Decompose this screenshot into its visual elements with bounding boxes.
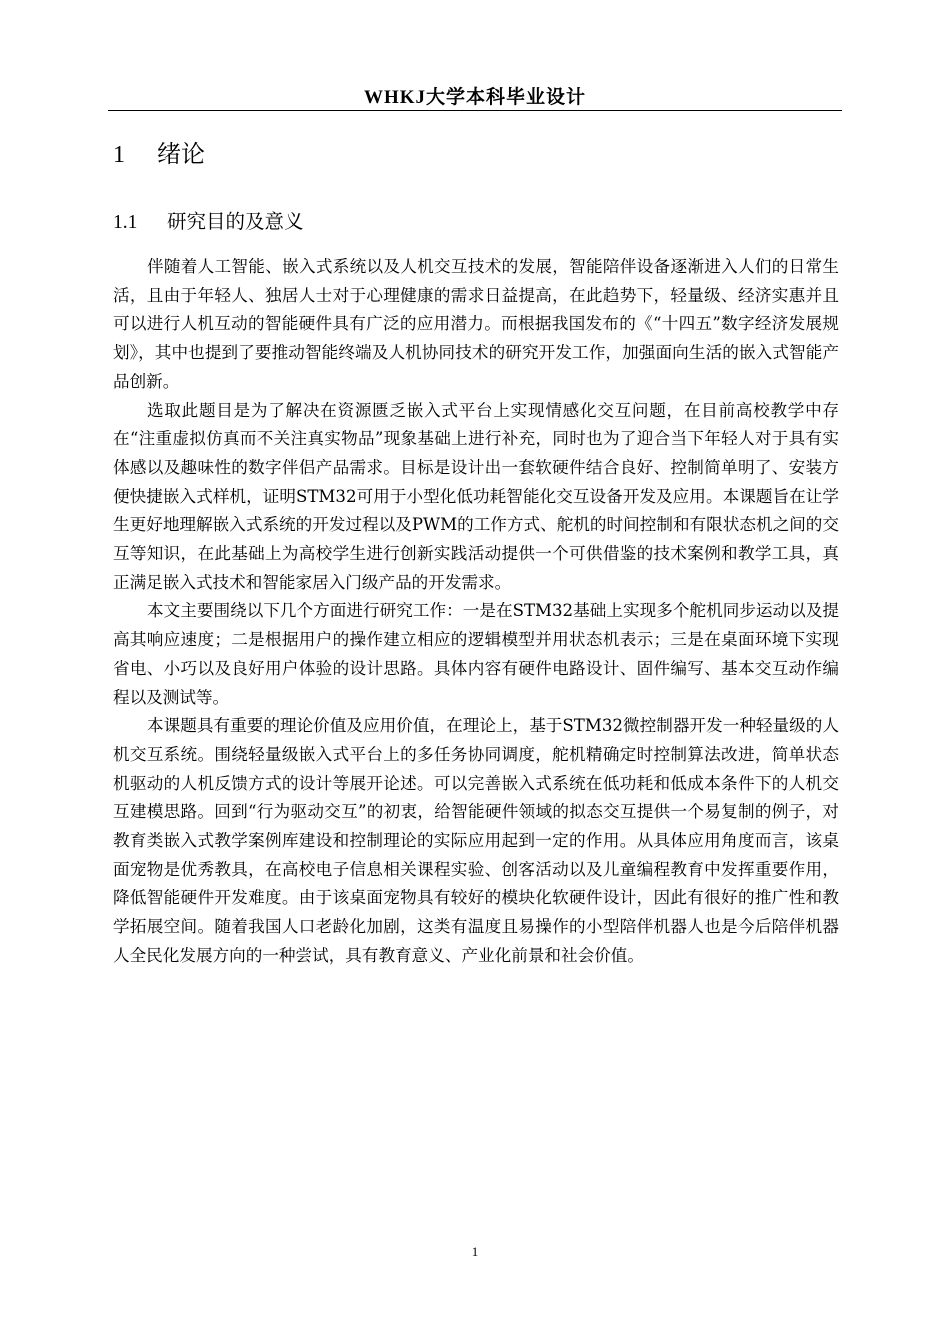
running-header-title: WHKJ大学本科毕业设计: [363, 87, 587, 108]
chapter-title: 绪论: [157, 140, 205, 168]
paragraph-4: 本课题具有重要的理论价值及应用价值，在理论上，基于STM32微控制器开发一种轻量级的人机交互系统。围绕轻量级嵌入式平台上的多任务协同调度，舵机精确定时控制算法改进，简单状态机驱动的人机反馈方式的设计等展开论述。可以完善嵌入式系统在低功耗和低成本条件下的人机交互建模思路。回到“行为驱动交互”的初衷，给智能硬件领域的拟态交互提供一个易复制的例子，对教育类嵌入式教学案例库建设和控制理论的实际应用起到一定的作用。从具体应用角度而言，该桌面宠物是优秀教具，在高校电子信息相关课程实验、创客活动以及儿童编程教育中发挥重要作用，降低智能硬件开发难度。由于该桌面宠物具有较好的模块化软硬件设计，因此有很好的推广性和教学拓展空间。随着我国人口老龄化加剧，这类有温度且易操作的小型陪伴机器人也是今后陪伴机器人全民化发展方向的一种尝试，具有教育意义、产业化前景和社会价值。: [113, 716, 839, 965]
paragraph-2: 选取此题目是为了解决在资源匮乏嵌入式平台上实现情感化交互问题，在目前高校教学中存在“注重虚拟仿真而不关注真实物品”现象基础上进行补充，同时也为了迎合当下年轻人对于具有实体感以及趣味性的数字伴侣产品需求。目标是设计出一套软硬件结合良好、控制简单明了、安装方便快捷嵌入式样机，证明STM32可用于小型化低功耗智能化交互设备开发及应用。本课题旨在让学生更好地理解嵌入式系统的开发过程以及PWM的工作方式、舵机的时间控制和有限状态机之间的交互等知识，在此基础上为高校学生进行创新实践活动提供一个可供借鉴的技术案例和教学工具，真正满足嵌入式技术和智能家居入门级产品的开发需求。: [113, 400, 839, 592]
chapter-heading: [113, 138, 205, 171]
paragraph-1: 伴随着人工智能、嵌入式系统以及人机交互技术的发展，智能陪伴设备逐渐进入人们的日常生活，且由于年轻人、独居人士对于心理健康的需求日益提高，在此趋势下，轻量级、经济实惠并且可以进行人机互动的智能硬件具有广泛的应用潜力。而根据我国发布的《“十四五”数字经济发展规划》，其中也提到了要推动智能终端及人机协同技术的研究开发工作，加强面向生活的嵌入式智能产品创新。: [113, 257, 839, 391]
paragraph-3: 本文主要围绕以下几个方面进行研究工作：一是在STM32基础上实现多个舵机同步运动以及提高其响应速度；二是根据用户的操作建立相应的逻辑模型并用状态机表示；三是在桌面环境下实现省电、小巧以及良好用户体验的设计思路。具体内容有硬件电路设计、固件编写、基本交互动作编程以及测试等。: [113, 601, 839, 707]
body-text: [113, 253, 839, 971]
section-number: 1.1: [113, 212, 138, 233]
header-divider: [108, 110, 842, 111]
page-number: 1: [471, 1244, 479, 1259]
section-heading: [113, 208, 304, 237]
chapter-number: 1: [113, 142, 125, 168]
section-title: 研究目的及意义: [167, 210, 304, 233]
